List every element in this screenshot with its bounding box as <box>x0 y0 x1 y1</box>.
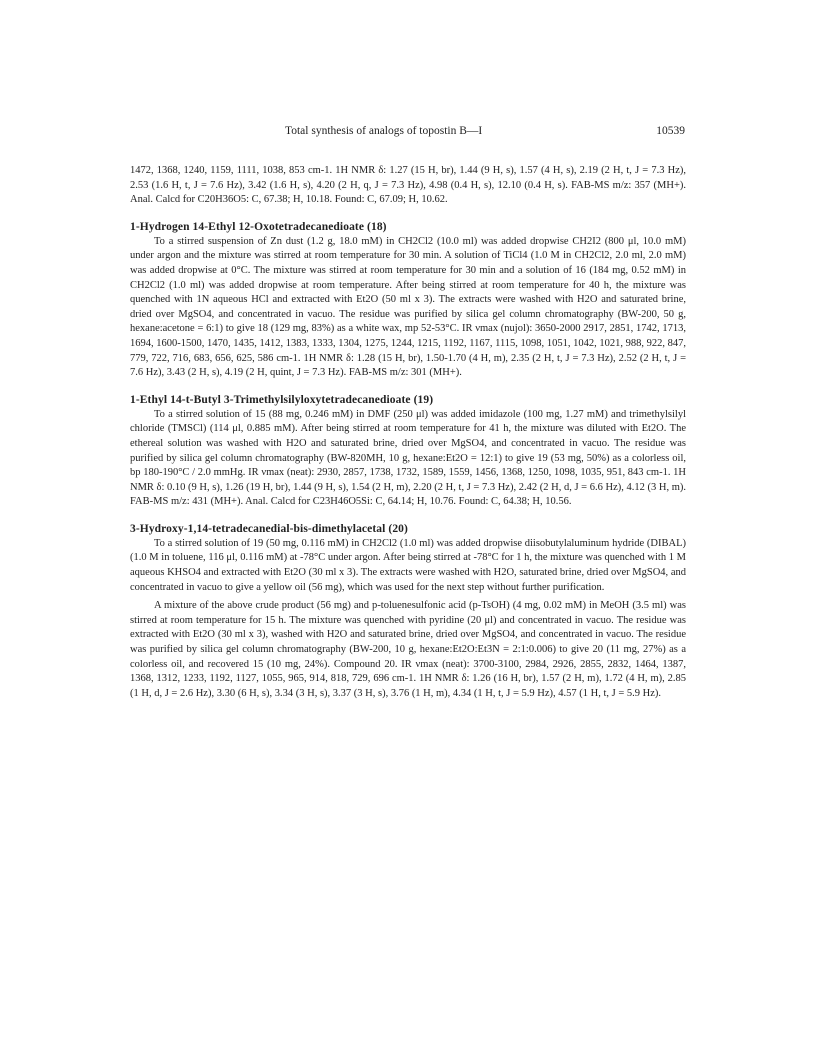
page-number: 10539 <box>656 125 685 137</box>
paragraph-continued-data: 1472, 1368, 1240, 1159, 1111, 1038, 853 cm-1. 1H NMR δ: 1.27 (15 H, br), 1.44 (9 H, s), 1.57 (4 H, s), 2.19 (2 H, t, J = 7.3 Hz), 2.53 (1.6 H, t, J = 7.6 Hz), 3.42 (1.6 H, s), 4.20 (2 H, q, J = 7.3 Hz), 4.98 (0.4 H, s), 12.10 (0.4 H, s). FAB-MS m/z: 357 (MH+). Anal. Calcd for C20H36O5: C, 67.38; H, 10.18. Found: C, 67.09; H, 10.62. <box>130 165 686 206</box>
article-body <box>130 164 686 701</box>
paragraph-compound-20-step2: A mixture of the above crude product (56 mg) and p-toluenesulfonic acid (p-TsOH) (4 mg, 0.02 mM) in MeOH (3.5 ml) was stirred at room temperature for 15 h. The mixture was quenched with pyridine (20 μl) and concentrated in vacuo. The residue was extracted with Et2O (30 ml x 3), washed with H2O and saturated brine, dried over MgSO4, and concentrated in vacuo. The residue was purified by silica gel column chromatography (BW-200, 10 g, hexane:Et2O:Et3N = 2:1:0.006) to give 20 (11 mg, 27%) as a colorless oil, and recovered 15 (10 mg, 24%). Compound 20. IR νmax (neat): 3700-3100, 2984, 2926, 2855, 2832, 1464, 1387, 1368, 1312, 1233, 1192, 1127, 1055, 965, 914, 818, 729, 696 cm-1. 1H NMR δ: 1.26 (16 H, br), 1.57 (2 H, m), 1.72 (4 H, m), 2.85 (1 H, d, J = 2.6 Hz), 3.30 (6 H, s), 3.34 (3 H, s), 3.37 (3 H, s), 3.76 (1 H, m), 4.34 (1 H, t, J = 5.9 Hz), 4.57 (1 H, t, J = 5.9 Hz). <box>130 600 686 699</box>
paragraph-compound-20-step1: To a stirred solution of 19 (50 mg, 0.116 mM) in CH2Cl2 (1.0 ml) was added dropwise diisobutylaluminum hydride (DIBAL) (1.0 M in toluene, 116 μl, 0.116 mM) at -78°C under argon. After being stirred at -78°C for 1 h, the mixture was quenched with 1 M aqueous KHSO4 and extracted with Et2O (30 ml x 3). The extracts were washed with H2O, saturated brine, dried over MgSO4, and concentrated in vacuo to give a yellow oil (56 mg), which was used for the next step without further purification. <box>130 537 686 593</box>
paragraph-compound-19: To a stirred solution of 15 (88 mg, 0.246 mM) in DMF (250 μl) was added imidazole (100 mg, 1.27 mM) and trimethylsilyl chloride (TMSCl) (114 μl, 0.885 mM). After being stirred at room temperature for 41 h, the mixture was diluted with Et2O. The ethereal solution was washed with H2O and saturated brine, dried over MgSO4, and concentrated in vacuo. The residue was purified by silica gel column chromatography (BW-820MH, 10 g, hexane:Et2O = 12:1) to give 19 (53 mg, 50%) as a colorless oil, bp 180-190°C / 2.0 mmHg. IR νmax (neat): 2930, 2857, 1738, 1732, 1589, 1559, 1456, 1368, 1250, 1098, 1035, 951, 843 cm-1. 1H NMR δ: 0.10 (9 H, s), 1.26 (19 H, br), 1.44 (9 H, s), 1.54 (2 H, m), 2.20 (2 H, t, J = 7.3 Hz), 2.42 (2 H, d, J = 6.6 Hz), 4.12 (3 H, m). FAB-MS m/z: 431 (MH+). Anal. Calcd for C23H46O5Si: C, 64.14; H, 10.76. Found: C, 64.38; H, 10.56. <box>130 408 686 508</box>
heading-compound-19: 1-Ethyl 14-t-Butyl 3-Trimethylsilyloxytetradecanedioate (19) <box>130 393 434 406</box>
heading-compound-20: 3-Hydroxy-1,14-tetradecanedial-bis-dimethylacetal (20) <box>130 522 408 535</box>
running-title: Total synthesis of analogs of topostin B—I <box>285 125 483 137</box>
heading-compound-18: 1-Hydrogen 14-Ethyl 12-Oxotetradecanedioate (18) <box>130 220 387 233</box>
paragraph-compound-18: To a stirred suspension of Zn dust (1.2 g, 18.0 mM) in CH2Cl2 (10.0 ml) was added dropwise CH2I2 (800 μl, 10.0 mM) under argon and the mixture was stirred at room temperature for 30 min. A solution of TiCl4 (1.0 M in CH2Cl2, 2.0 ml, 2.0 mM) was added dropwise at 0°C. The mixture was stirred at room temperature for 30 min and a solution of 16 (184 mg, 0.52 mM) in CH2Cl2 (1.0 ml) was added dropwise at room temperature. After being stirred at room temperature for 40 h, the mixture was quenched with 1N aqueous HCl and extracted with Et2O (50 ml x 3). The extracts were washed with H2O and saturated brine, dried over MgSO4, and concentrated in vacuo. The residue was purified by silica gel column chromatography (BW-200, 50 g, hexane:acetone = 6:1) to give 18 (129 mg, 83%) as a white wax, mp 52-53°C. IR νmax (nujol): 3650-2000 2917, 2851, 1742, 1713, 1694, 1600-1500, 1470, 1435, 1412, 1383, 1333, 1304, 1275, 1244, 1215, 1192, 1167, 1115, 1098, 1051, 1042, 1021, 988, 922, 847, 779, 722, 716, 683, 656, 625, 586 cm-1. 1H NMR δ: 1.28 (15 H, br), 1.50-1.70 (4 H, m), 2.35 (2 H, t, J = 7.3 Hz), 2.52 (2 H, t, J = 7.6 Hz), 3.43 (2 H, s), 4.19 (2 H, quint, J = 7.3 Hz). FAB-MS m/z: 301 (MH+). <box>130 235 686 379</box>
